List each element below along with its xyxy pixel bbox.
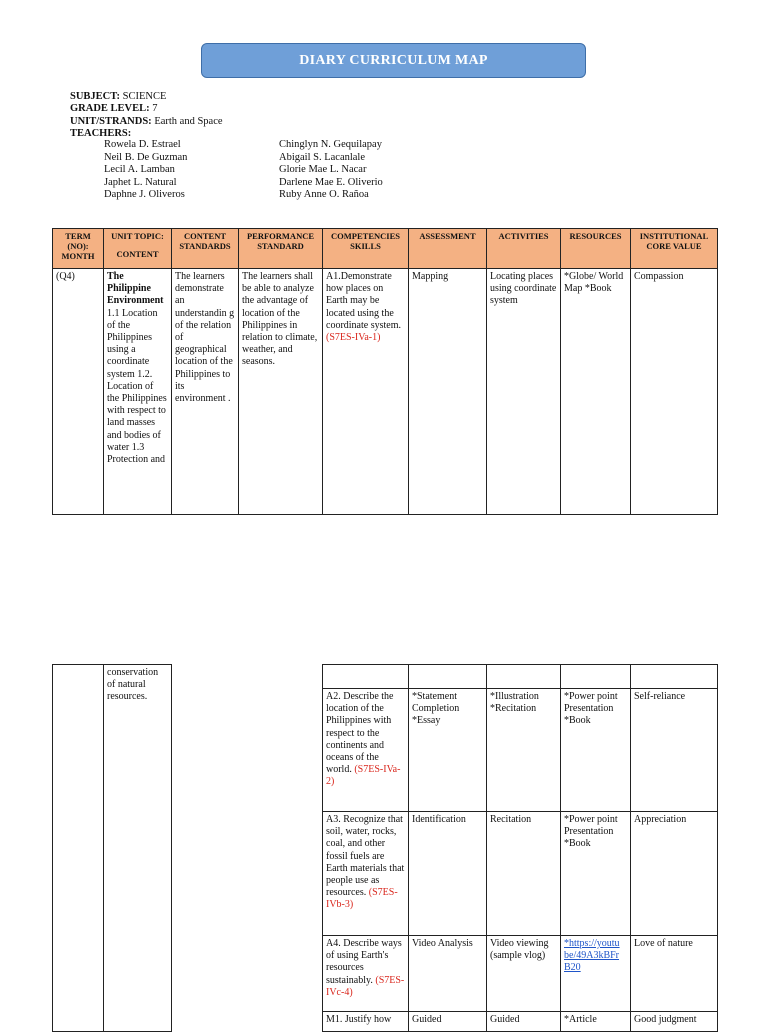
competency-text: A2. Describe the location of the Philippines with respect to the continents and oceans of the world.	[326, 691, 394, 776]
header-performance-standard: PERFORMANCE STANDARD	[239, 229, 323, 269]
document-meta	[70, 91, 223, 141]
cell-competency: M1. Justify how	[323, 1012, 409, 1032]
cell-core-value: Appreciation	[631, 812, 718, 936]
unit-value: Earth and Space	[154, 115, 223, 127]
cell-competency	[323, 936, 409, 1012]
cell-resources: *Power point Presentation *Book	[561, 812, 631, 936]
cell-assessment: Mapping	[409, 269, 487, 515]
document-title: DIARY CURRICULUM MAP	[201, 43, 586, 78]
cell-blank	[409, 665, 487, 689]
cell-assessment: Video Analysis	[409, 936, 487, 1012]
cell-activities: Video viewing (sample vlog)	[487, 936, 561, 1012]
cell-resources: *Article	[561, 1012, 631, 1032]
cell-assessment: Guided	[409, 1012, 487, 1032]
cell-competency	[323, 812, 409, 936]
cell-competency	[323, 689, 409, 812]
grade-label: GRADE LEVEL:	[70, 103, 150, 115]
header-unit-topic-label: UNIT TOPIC:	[111, 231, 164, 241]
header-resources: RESOURCES	[561, 229, 631, 269]
subject-value: SCIENCE	[122, 91, 167, 102]
unit-topic-title: The Philippine Environment	[107, 271, 164, 307]
header-content-label: CONTENT	[116, 249, 159, 259]
unit-topic-body: 1.1 Location of the Philippines using a coordinate system 1.2. Location of the Philippines with respect to land masses and bodies of water 1.3 Protection and	[107, 307, 167, 466]
curriculum-table-page-1	[52, 228, 718, 515]
header-core-value: INSTITUTIONAL CORE VALUE	[631, 229, 718, 269]
header-unit-topic	[104, 229, 172, 269]
competency-code: (S7ES-IVb-3)	[326, 887, 398, 911]
cell-core-value: Love of nature	[631, 936, 718, 1012]
header-term: TERM (NO): MONTH	[53, 229, 104, 269]
cell-activities: *Illustration *Recitation	[487, 689, 561, 812]
cell-unit-topic	[104, 269, 172, 515]
subject-label: SUBJECT:	[70, 91, 120, 102]
competency-code: (S7ES-IVa-2)	[326, 764, 401, 788]
curriculum-table-page-2	[52, 664, 718, 1032]
competency-code: (S7ES-IVa-1)	[326, 332, 381, 344]
cell-content-standards: The learners demonstrate an understandin g of the relation of geographical location of the Philippines to its environment .	[172, 269, 239, 515]
header-content-standards: CONTENT STANDARDS	[172, 229, 239, 269]
cell-core-value: Compassion	[631, 269, 718, 515]
cell-performance-standard: The learners shall be able to analyze the advantage of location of the Philippines in relation to climate, weather, and seasons.	[239, 269, 323, 515]
cell-assessment: Identification	[409, 812, 487, 936]
cell-blank	[487, 665, 561, 689]
teacher-name: Glorie Mae L. Nacar	[279, 164, 367, 176]
cell-resources	[561, 936, 631, 1012]
teacher-name: Neil B. De Guzman	[104, 151, 188, 163]
cell-blank	[323, 665, 409, 689]
resource-link[interactable]: *https://youtu be/49A3kBFr B20	[564, 938, 620, 974]
cell-standards-cont	[172, 665, 323, 1032]
teacher-name: Daphne J. Oliveros	[104, 189, 185, 201]
cell-core-value: Self-reliance	[631, 689, 718, 812]
cell-core-value: Good judgment	[631, 1012, 718, 1032]
competency-text: A1.Demonstrate how places on Earth may be located using the coordinate system.	[326, 271, 401, 331]
teacher-name: Lecil A. Lamban	[104, 164, 175, 176]
cell-term-cont	[53, 665, 104, 1032]
grade-value: 7	[152, 103, 158, 115]
cell-assessment: *Statement Completion *Essay	[409, 689, 487, 812]
cell-resources: *Globe/ World Map *Book	[561, 269, 631, 515]
cell-competency	[323, 269, 409, 515]
cell-blank	[631, 665, 718, 689]
teachers-list-left	[104, 139, 187, 202]
cell-term: (Q4)	[53, 269, 104, 515]
cell-blank	[561, 665, 631, 689]
cell-resources: *Power point Presentation *Book	[561, 689, 631, 812]
cell-activities: Locating places using coordinate system	[487, 269, 561, 515]
unit-label: UNIT/STRANDS:	[70, 115, 152, 127]
competency-text: A3. Recognize that soil, water, rocks, coal, and other fossil fuels are Earth materials that people use as resources.	[326, 814, 405, 899]
cell-activities: Guided	[487, 1012, 561, 1032]
teacher-name: Ruby Anne O. Rañoa	[279, 189, 369, 201]
teacher-name: Abigail S. Lacanlale	[279, 151, 366, 163]
cell-activities: Recitation	[487, 812, 561, 936]
teacher-name: Japhet L. Natural	[104, 176, 177, 188]
header-activities: ACTIVITIES	[487, 229, 561, 269]
teacher-name: Rowela D. Estrael	[104, 139, 181, 150]
teacher-name: Darlene Mae E. Oliverio	[279, 176, 383, 188]
cell-unit-topic-cont: conservation of natural resources.	[104, 665, 172, 1032]
header-assessment: ASSESSMENT	[409, 229, 487, 269]
teacher-name: Chinglyn N. Gequilapay	[279, 139, 382, 150]
teachers-label: TEACHERS:	[70, 128, 132, 140]
header-competencies: COMPETENCIES SKILLS	[323, 229, 409, 269]
competency-text: A4. Describe ways of using Earth's resources sustainably.	[326, 938, 402, 986]
competency-code: (S7ES-IVc-4)	[326, 974, 405, 998]
teachers-list-right	[279, 139, 383, 202]
